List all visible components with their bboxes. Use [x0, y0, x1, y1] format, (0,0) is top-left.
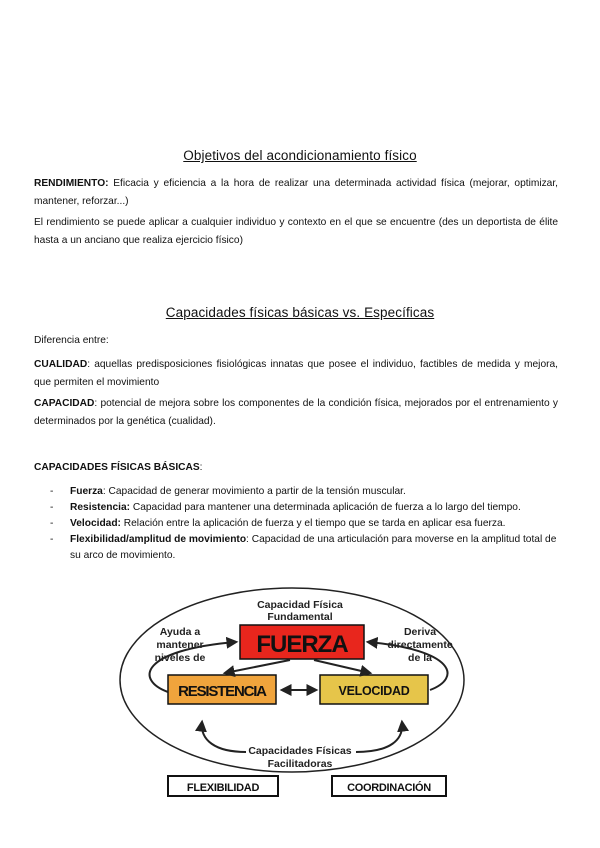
- list-item: [34, 500, 558, 516]
- arrow-facilitadoras-resistencia: [202, 722, 246, 752]
- right-label-line2: directamente: [387, 639, 453, 651]
- list-item: [34, 484, 558, 500]
- capacidades-diagram: [0, 580, 600, 810]
- right-label-line1: Deriva: [403, 626, 437, 638]
- list-item-term: Resistencia:: [70, 502, 131, 513]
- list-heading-label: CAPACIDADES FÍSICAS BÁSICAS: [34, 462, 200, 473]
- list-item-term: Flexibilidad/amplitud de movimiento: [70, 534, 247, 545]
- section-title-objetivos: Objetivos del acondicionamiento físico: [183, 148, 417, 163]
- right-label-line3: de la: [408, 652, 432, 664]
- paragraph-capacidad: [34, 395, 558, 431]
- list-item: [34, 532, 558, 564]
- capacidades-list: [34, 484, 558, 564]
- list-item-text: Capacidad para mantener una determinada aplicación de fuerza a lo largo del tiempo.: [130, 502, 521, 513]
- section-title-capacidades: Capacidades físicas básicas vs. Específicas: [165, 305, 435, 320]
- term-rendimiento: RENDIMIENTO:: [34, 178, 109, 189]
- arrow-facilitadoras-velocidad: [356, 722, 402, 752]
- left-label-line2: mantener: [156, 639, 204, 651]
- bottom-label-line1: Capacidades Físicas: [248, 745, 352, 757]
- resistencia-label: RESISTENCIA: [178, 683, 266, 700]
- list-dash: -: [50, 502, 54, 513]
- list-heading-colon: :: [199, 462, 203, 473]
- bottom-label-line2: Facilitadoras: [267, 758, 333, 770]
- coordinacion-label: COORDINACIÓN: [347, 782, 431, 794]
- top-label-line1: Capacidad Física: [257, 599, 343, 611]
- left-label-line3: niveles de: [154, 652, 206, 664]
- list-item-text: : Capacidad de generar movimiento a partir de la tensión muscular.: [102, 486, 406, 497]
- paragraph-rendimiento-aplicacion: El rendimiento se puede aplicar a cualquier individuo y contexto en el que se encuentre (des un deportista de élite hasta a un anciano que realiza ejercicio físico): [34, 217, 558, 246]
- fuerza-label: FUERZA: [256, 631, 348, 658]
- term-capacidad: CAPACIDAD: [34, 398, 95, 409]
- flexibilidad-label: FLEXIBILIDAD: [186, 782, 260, 794]
- term-cualidad: CUALIDAD: [34, 359, 88, 370]
- velocidad-label: VELOCIDAD: [338, 684, 410, 698]
- list-heading: [34, 459, 558, 477]
- text-cualidad: : aquellas predisposiciones fisiológicas innatas que posee el individuo, factibles de medida y mejora, que permiten el movimiento: [34, 359, 558, 388]
- list-item-text: Relación entre la aplicación de fuerza y el tiempo que se tarda en aplicar esa fuerza.: [120, 518, 506, 529]
- list-item-text: : Capacidad de una articulación para moverse en la amplitud total de su arco de movimiento.: [70, 534, 557, 561]
- list-item: [34, 516, 558, 532]
- list-item-term: Velocidad:: [70, 518, 121, 529]
- top-label-line2: Fundamental: [267, 611, 333, 623]
- text-capacidad: : potencial de mejora sobre los componentes de la condición física, mejorados por el entrenamiento y determinados por la genética (cualidad).: [34, 398, 558, 427]
- list-dash: -: [50, 518, 54, 529]
- text-rendimiento: Eficacia y eficiencia a la hora de realizar una determinada actividad física (mejorar, optimizar, mantener, reforzar...): [34, 178, 558, 207]
- left-label-line1: Ayuda a: [159, 626, 201, 638]
- paragraph-rendimiento: [34, 175, 558, 211]
- arrow-fuerza-resistencia: [225, 660, 290, 673]
- list-dash: -: [50, 534, 54, 545]
- paragraph-diferencia: Diferencia entre:: [34, 335, 109, 346]
- list-item-term: Fuerza: [70, 486, 103, 497]
- arrow-fuerza-velocidad: [314, 660, 370, 673]
- paragraph-cualidad: [34, 356, 558, 392]
- list-dash: -: [50, 486, 54, 497]
